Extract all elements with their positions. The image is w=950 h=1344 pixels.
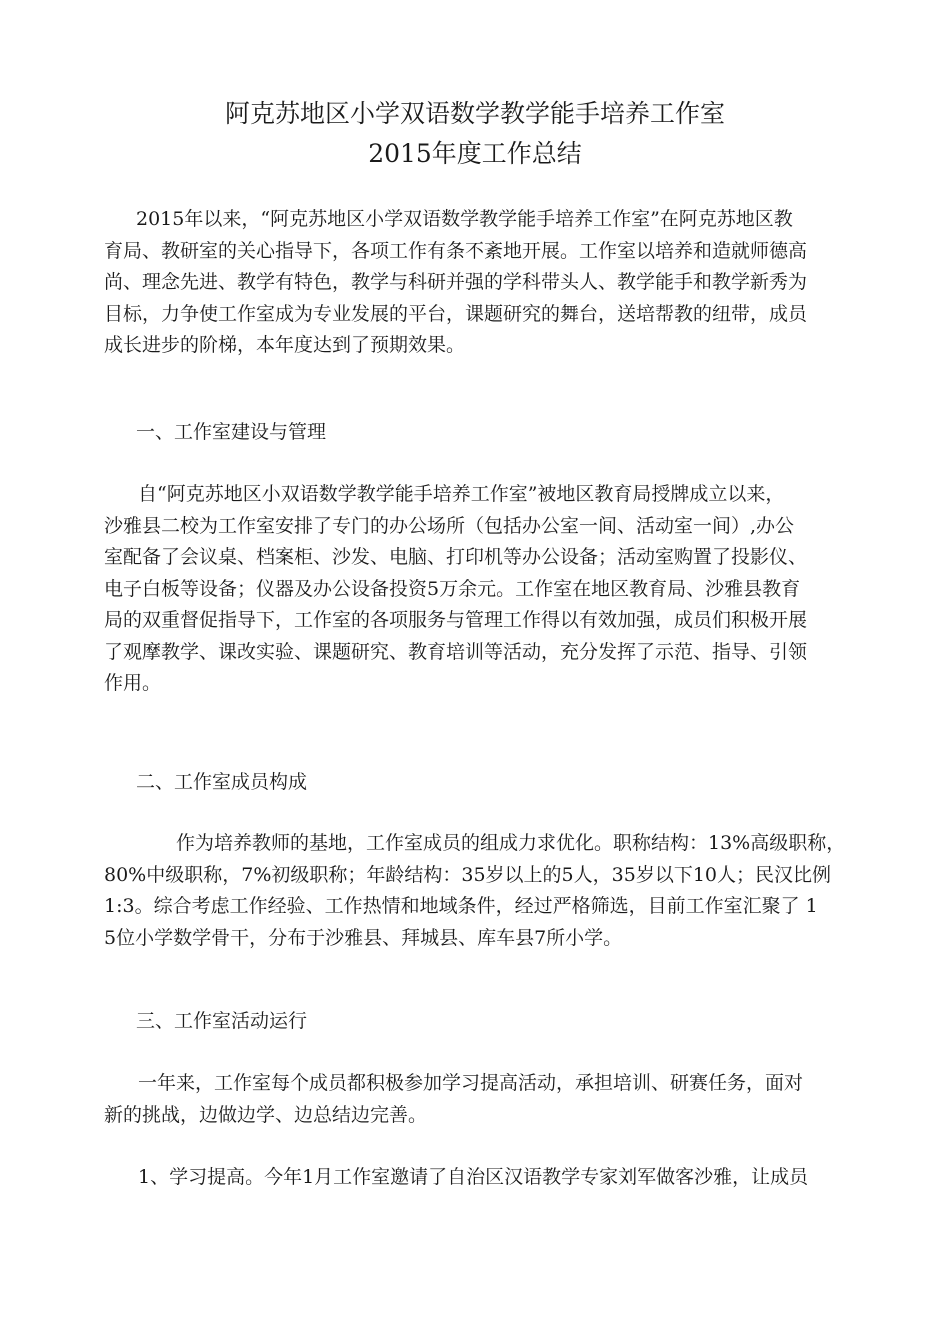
- item-1-paragraph: [136, 1162, 856, 1194]
- intro-line: 成长进步的阶梯，本年度达到了预期效果。: [104, 334, 466, 356]
- section1-line: 电子白板等设备；仪器及办公设备投资5万余元。工作室在地区教育局、沙雅县教育: [104, 577, 801, 600]
- intro-paragraph: [104, 204, 856, 362]
- section-heading-1: 一、工作室建设与管理: [136, 421, 327, 443]
- section2-line: 5位小学数学骨干，分布于沙雅县、拜城县、库车县7所小学。: [104, 926, 623, 949]
- intro-line: 目标，力争使工作室成为专业发展的平台，课题研究的舞台，送培帮教的纽带，成员: [104, 302, 808, 325]
- intro-line: 尚、理念先进、教学有特色，教学与科研并强的学科带头人、教学能手和教学新秀为: [104, 271, 808, 293]
- section3-line: 一年来，工作室每个成员都积极参加学习提高活动，承担培训、研赛任务，面对: [138, 1072, 804, 1094]
- section1-line: 自“阿克苏地区小双语数学教学能手培养工作室”被地区教育局授牌成立以来，: [138, 483, 785, 505]
- section-heading-2: 二、工作室成员构成: [136, 771, 308, 793]
- section3-paragraph: [104, 1068, 856, 1131]
- item-1-line: 1、学习提高。今年1月工作室邀请了自治区汉语教学专家刘军做客沙雅，让成员: [138, 1166, 809, 1188]
- section1-line: 了观摩教学、课改实验、课题研究、教育培训等活动，充分发挥了示范、指导、引领: [104, 640, 808, 663]
- section1-line: 作用。: [104, 672, 162, 694]
- section3-line: 新的挑战，边做边学、边总结边完善。: [104, 1103, 428, 1126]
- section2-line: 80%中级职称，7%初级职称；年龄结构：35岁以上的5人，35岁以下10人；民汉比例: [104, 863, 831, 886]
- section2-paragraph: [104, 828, 856, 954]
- section2-line: 作为培养教师的基地，工作室成员的组成力求优化。职称结构：13%高级职称，: [176, 832, 846, 854]
- section1-line: 局的双重督促指导下，工作室的各项服务与管理工作得以有效加强，成员们积极开展: [104, 609, 808, 631]
- intro-line: 育局、教研室的关心指导下，各项工作有条不紊地开展。工作室以培养和造就师德高: [104, 239, 808, 262]
- document-title: 阿克苏地区小学双语数学教学能手培养工作室: [224, 99, 725, 128]
- intro-line: 2015年以来，“阿克苏地区小学双语数学教学能手培养工作室”在阿克苏地区教: [136, 208, 793, 230]
- section2-line: 1:3。综合考虑工作经验、工作热情和地域条件，经过严格筛选，目前工作室汇聚了 1: [104, 895, 818, 917]
- section1-line: 室配备了会议桌、档案柜、沙发、电脑、打印机等办公设备；活动室购置了投影仪、: [104, 546, 808, 568]
- section1-line: 沙雅县二校为工作室安排了专门的办公场所（包括办公室一间、活动室一间）,办公: [104, 514, 795, 537]
- section1-paragraph: [104, 479, 856, 700]
- document-subtitle: 2015年度工作总结: [368, 139, 582, 168]
- section-heading-3: 三、工作室活动运行: [136, 1010, 308, 1032]
